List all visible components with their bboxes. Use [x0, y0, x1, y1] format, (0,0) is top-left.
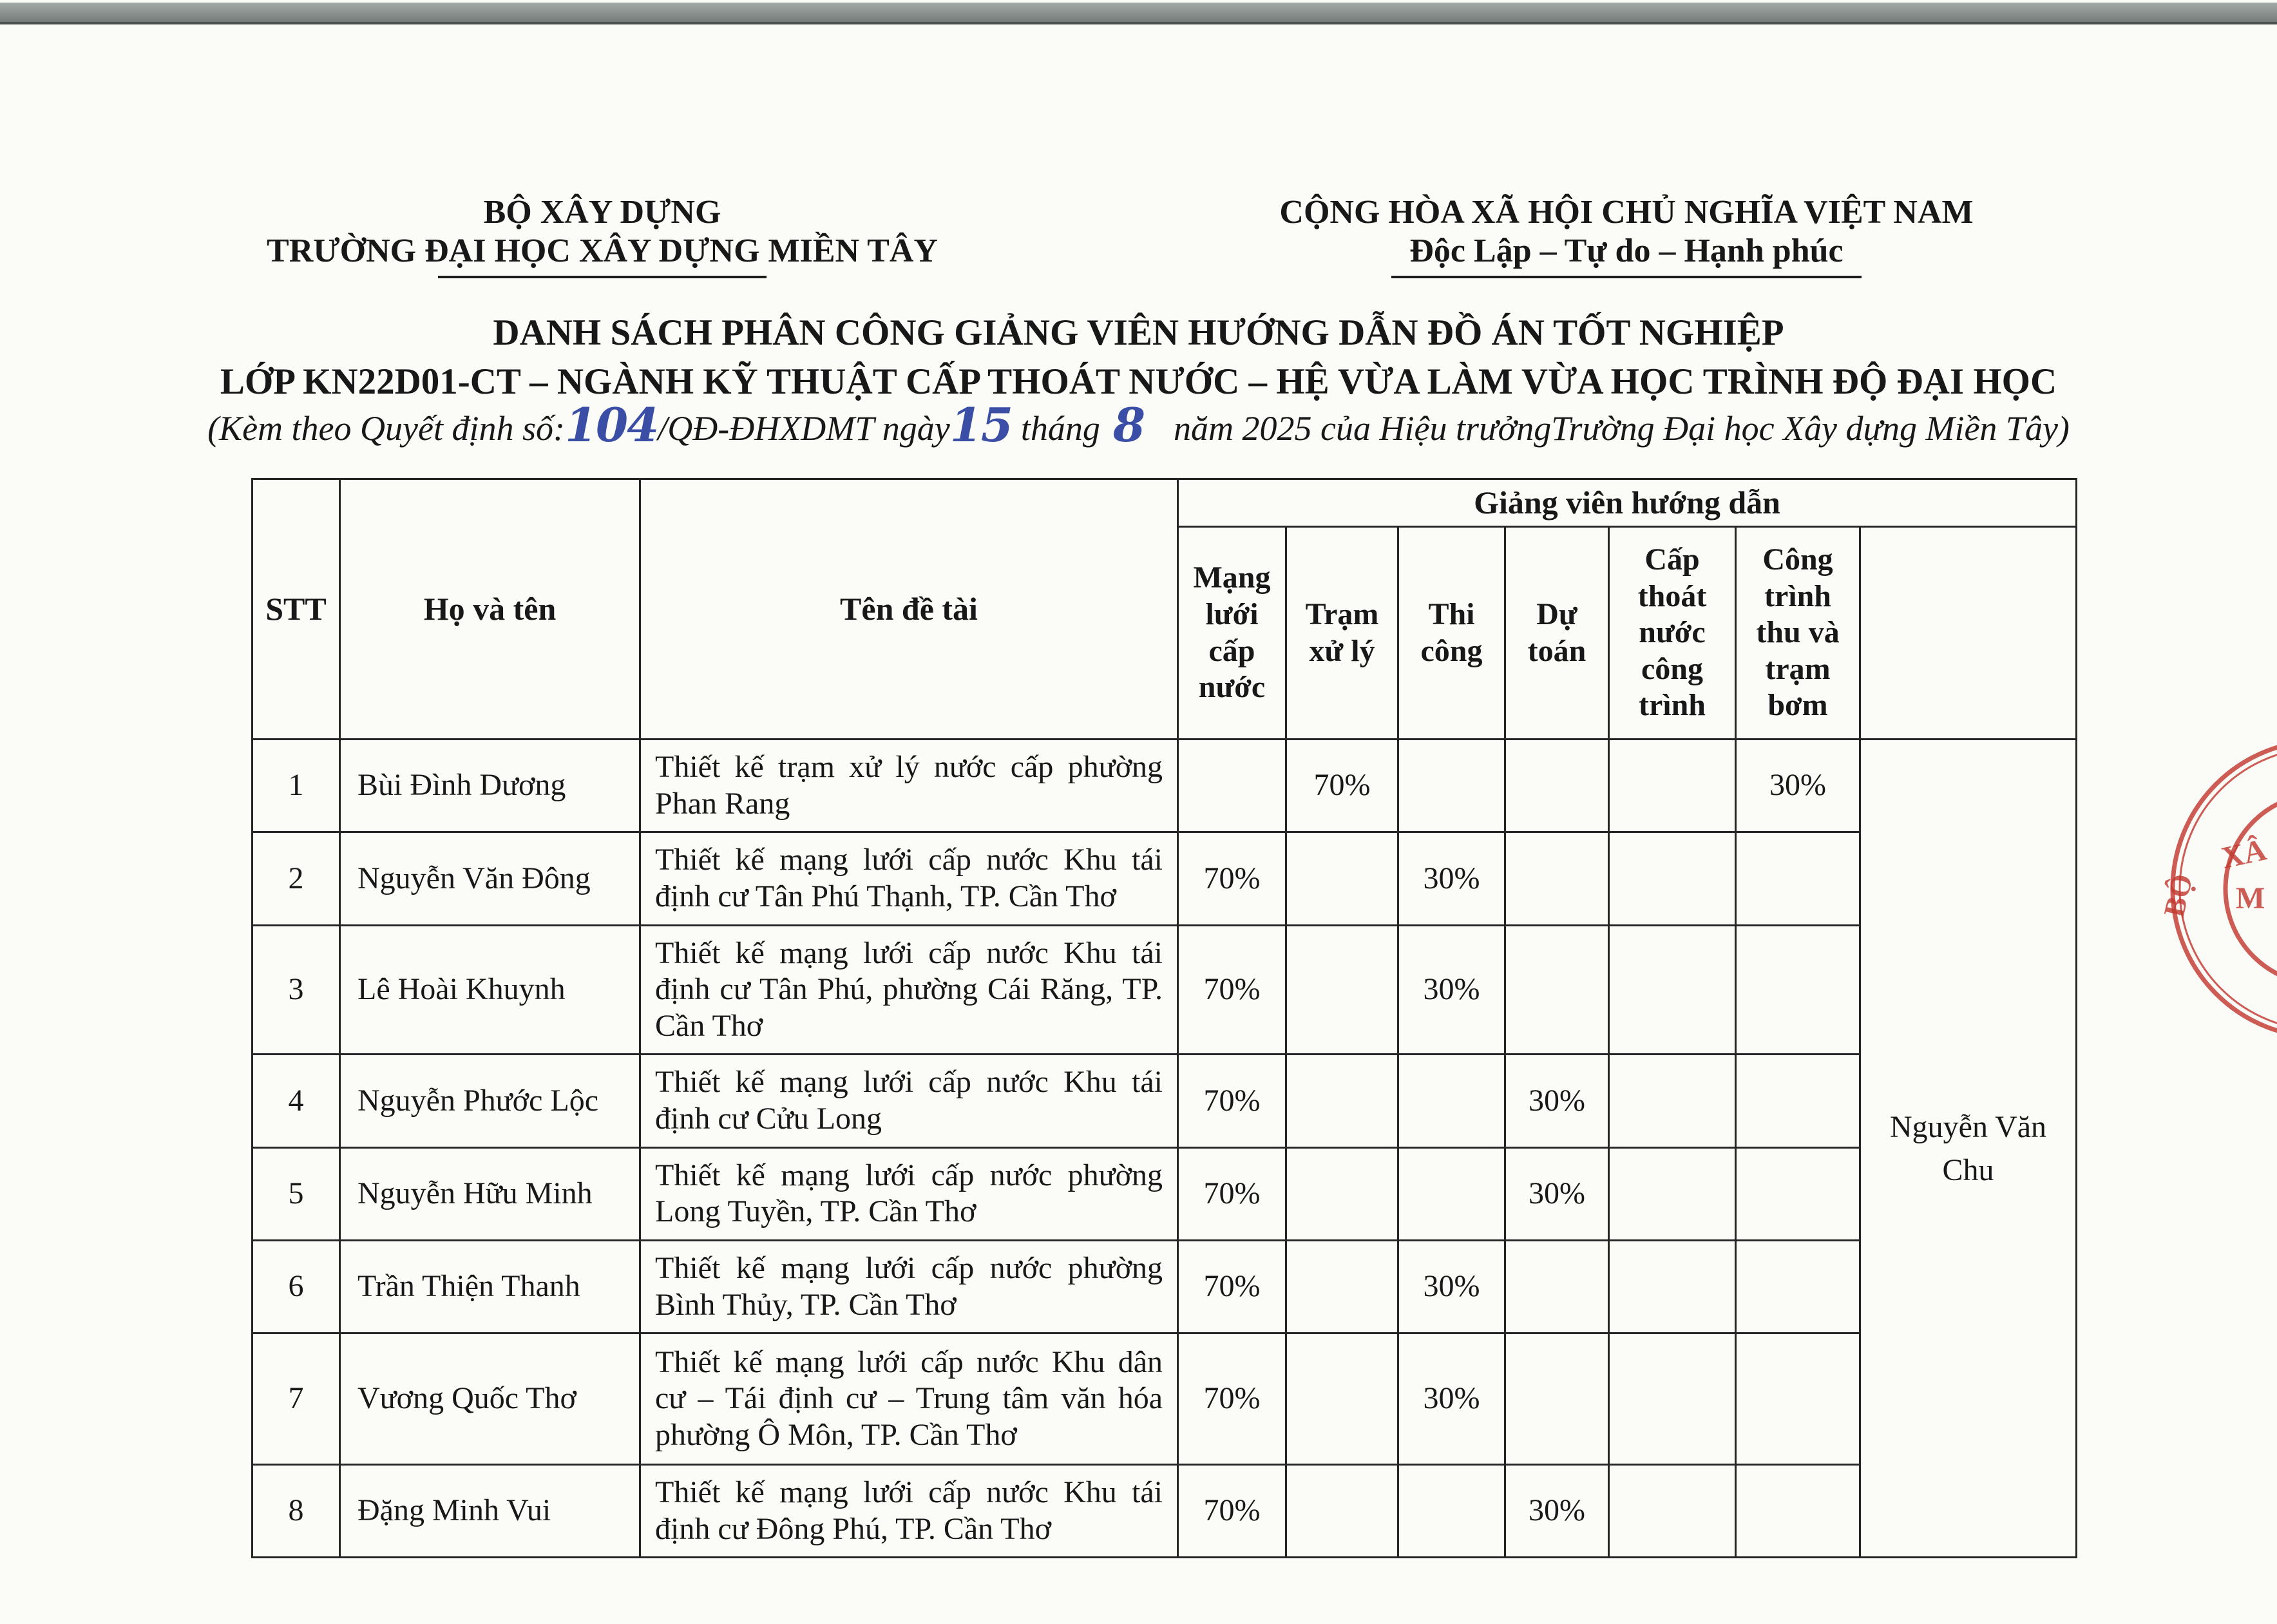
issuing-org-block [238, 193, 966, 278]
topic-cell: Thiết kế mạng lưới cấp nước Khu dân cư – Tái định cư – Trung tâm văn hóa phường Ô Môn, TP. Cần Thơ [640, 1333, 1178, 1465]
stt-cell: 2 [252, 832, 340, 925]
handwritten-decree-number: 104 [564, 397, 658, 452]
pct-cell [1609, 740, 1736, 832]
pct-cell [1736, 1240, 1860, 1333]
pct-cell [1505, 1333, 1609, 1465]
ministry-name: BỘ XÂY DỰNG [483, 194, 721, 231]
name-cell: Nguyễn Văn Đông [340, 832, 640, 925]
pct-cell [1609, 1465, 1736, 1558]
pct-cell [1736, 1333, 1860, 1465]
pct-cell [1609, 832, 1736, 925]
org-underline [438, 276, 767, 278]
pct-cell [1286, 832, 1398, 925]
pct-cell [1286, 1240, 1398, 1333]
pct-cell [1398, 1147, 1505, 1240]
pct-cell: 70% [1178, 1240, 1286, 1333]
table-row [252, 832, 2077, 925]
pct-cell [1736, 1465, 1860, 1558]
header-sub-intake-pump-station: Công trình thu và trạm bơm [1736, 527, 1860, 740]
pct-cell [1398, 1055, 1505, 1147]
topic-cell: Thiết kế mạng lưới cấp nước phường Long Tuyền, TP. Cần Thơ [640, 1147, 1178, 1240]
country-name: CỘNG HÒA XÃ HỘI CHỦ NGHĨA VIỆT NAM [1279, 194, 1974, 231]
decree-text-4: năm 2025 của Hiệu trưởngTrường Đại học Xây dựng Miền Tây) [1174, 409, 2070, 448]
document-title: DANH SÁCH PHÂN CÔNG GIẢNG VIÊN HƯỚNG DẪN ĐỒ ÁN TỐT NGHIỆP [493, 312, 1784, 353]
topic-cell: Thiết kế mạng lưới cấp nước Khu tái định cư Đông Phú, TP. Cần Thơ [640, 1465, 1178, 1558]
pct-cell: 30% [1398, 925, 1505, 1055]
pct-cell [1505, 1240, 1609, 1333]
pct-cell [1505, 925, 1609, 1055]
name-cell: Nguyễn Phước Lộc [340, 1055, 640, 1147]
assignment-table [251, 478, 2077, 1558]
pct-cell: 30% [1398, 1240, 1505, 1333]
table-row [252, 1240, 2077, 1333]
pct-cell [1505, 740, 1609, 832]
topic-cell: Thiết kế trạm xử lý nước cấp phường Phan Rang [640, 740, 1178, 832]
header-sub-estimate: Dự toán [1505, 527, 1609, 740]
decree-reference-line [26, 397, 2251, 452]
pct-cell: 70% [1178, 1465, 1286, 1558]
pct-cell: 70% [1178, 925, 1286, 1055]
pct-cell [1178, 740, 1286, 832]
stt-cell: 3 [252, 925, 340, 1055]
table-row [252, 1333, 2077, 1465]
pct-cell [1736, 832, 1860, 925]
header-stt: STT [252, 479, 340, 740]
topic-cell: Thiết kế mạng lưới cấp nước phường Bình Thủy, TP. Cần Thơ [640, 1240, 1178, 1333]
header-sub-building-plumbing: Cấp thoát nước công trình [1609, 527, 1736, 740]
pct-cell: 30% [1505, 1055, 1609, 1147]
handwritten-month: 8 [1112, 397, 1145, 452]
stt-cell: 6 [252, 1240, 340, 1333]
motto-underline [1391, 276, 1862, 278]
header-sub-construction: Thi công [1398, 527, 1505, 740]
table-header-row-group [252, 479, 2077, 527]
pct-cell: 30% [1736, 740, 1860, 832]
table-row [252, 740, 2077, 832]
decree-text-1: (Kèm theo Quyết định số: [207, 409, 565, 448]
university-name: TRƯỜNG ĐẠI HỌC XÂY DỰNG MIỀN TÂY [267, 233, 938, 269]
header-sub-treatment-plant: Trạm xử lý [1286, 527, 1398, 740]
pct-cell [1286, 1147, 1398, 1240]
name-cell: Bùi Đình Dương [340, 740, 640, 832]
stt-cell: 5 [252, 1147, 340, 1240]
topic-cell: Thiết kế mạng lưới cấp nước Khu tái định cư Tân Phú, phường Cái Răng, TP. Cần Thơ [640, 925, 1178, 1055]
stamp-text-fragment: XÂ [2218, 832, 2270, 875]
handwritten-day: 15 [949, 397, 1012, 452]
pct-cell [1609, 1055, 1736, 1147]
stamp-text-fragment: BỘ [2157, 871, 2199, 921]
pct-cell: 70% [1178, 832, 1286, 925]
table-row [252, 1055, 2077, 1147]
pct-cell [1736, 925, 1860, 1055]
name-cell: Nguyễn Hữu Minh [340, 1147, 640, 1240]
header-name: Họ và tên [340, 479, 640, 740]
header-sub-supervisor-name [1860, 527, 2077, 740]
name-cell: Lê Hoài Khuynh [340, 925, 640, 1055]
stt-cell: 1 [252, 740, 340, 832]
topic-cell: Thiết kế mạng lưới cấp nước Khu tái định cư Cửu Long [640, 1055, 1178, 1147]
pct-cell [1609, 925, 1736, 1055]
decree-text-3: tháng [1020, 409, 1100, 448]
header-supervisor-group: Giảng viên hướng dẫn [1178, 479, 2077, 527]
pct-cell [1609, 1333, 1736, 1465]
pct-cell [1398, 740, 1505, 832]
supervisor-cell: Nguyễn Văn Chu [1860, 740, 2077, 1558]
pct-cell: 70% [1178, 1055, 1286, 1147]
header-topic: Tên đề tài [640, 479, 1178, 740]
table-row [252, 925, 2077, 1055]
name-cell: Trần Thiện Thanh [340, 1240, 640, 1333]
pct-cell [1609, 1240, 1736, 1333]
stt-cell: 8 [252, 1465, 340, 1558]
document-subtitle: LỚP KN22D01-CT – NGÀNH KỸ THUẬT CẤP THOÁT NƯỚC – HỆ VỪA LÀM VỪA HỌC TRÌNH ĐỘ ĐẠI HỌC [220, 361, 2057, 402]
stt-cell: 7 [252, 1333, 340, 1465]
name-cell: Đặng Minh Vui [340, 1465, 640, 1558]
pct-cell [1286, 1333, 1398, 1465]
red-circular-stamp [2155, 740, 2277, 1042]
pct-cell: 30% [1505, 1147, 1609, 1240]
pct-cell [1286, 1465, 1398, 1558]
pct-cell [1398, 1465, 1505, 1558]
table-row [252, 1465, 2077, 1558]
name-cell: Vương Quốc Thơ [340, 1333, 640, 1465]
topic-cell: Thiết kế mạng lưới cấp nước Khu tái định cư Tân Phú Thạnh, TP. Cần Thơ [640, 832, 1178, 925]
table-row [252, 1147, 2077, 1240]
pct-cell: 70% [1286, 740, 1398, 832]
pct-cell: 30% [1398, 1333, 1505, 1465]
stt-cell: 4 [252, 1055, 340, 1147]
pct-cell: 30% [1398, 832, 1505, 925]
pct-cell [1505, 832, 1609, 925]
pct-cell: 70% [1178, 1333, 1286, 1465]
pct-cell: 70% [1178, 1147, 1286, 1240]
national-motto: Độc Lập – Tự do – Hạnh phúc [1409, 233, 1844, 269]
header-sub-water-network: Mạng lưới cấp nước [1178, 527, 1286, 740]
pct-cell [1736, 1055, 1860, 1147]
pct-cell [1609, 1147, 1736, 1240]
pct-cell [1286, 925, 1398, 1055]
national-header-block [1211, 193, 2042, 278]
decree-text-2: /QĐ-ĐHXDMT ngày [658, 409, 950, 448]
pct-cell [1736, 1147, 1860, 1240]
pct-cell: 30% [1505, 1465, 1609, 1558]
stamp-text-fragment: M [2236, 881, 2265, 915]
pct-cell [1286, 1055, 1398, 1147]
